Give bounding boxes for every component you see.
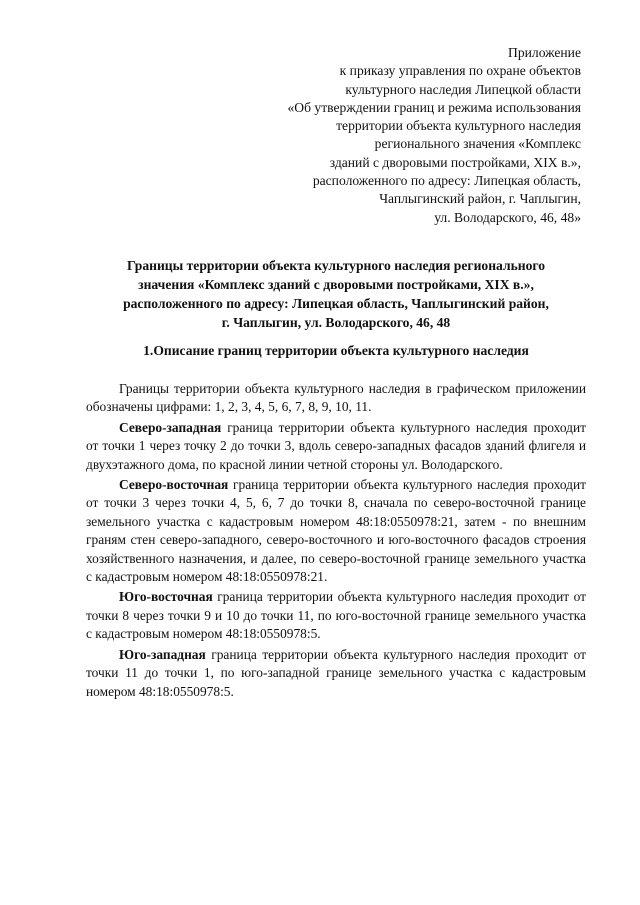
header-line: регионального значения «Комплекс <box>374 136 581 152</box>
northwest-text: граница территории объекта культурного наследия проходит от точки 1 через точку 2 до точки 3, вдоль северо-западных фасадов зданий флигеля и двухэтажного дома, по красной линии четной стороны ул. Володарского. <box>86 419 586 472</box>
southeast-label: Юго-восточная <box>119 589 213 605</box>
title-line: значения «Комплекс зданий с дворовыми постройками, XIX в.», <box>138 277 534 292</box>
header-line: к приказу управления по охране объектов <box>339 63 581 79</box>
section-heading: 1.Описание границ территории объекта культурного наследия <box>143 343 529 358</box>
appendix-header <box>161 44 581 227</box>
intro-paragraph: Границы территории объекта культурного наследия в графическом приложении обозначены цифрами: 1, 2, 3, 4, 5, 6, 7, 8, 9, 10, 11. <box>86 381 586 415</box>
header-line: ул. Володарского, 46, 48» <box>434 209 581 225</box>
northeast-label: Северо-восточная <box>119 477 229 493</box>
title-line: г. Чаплыгин, ул. Володарского, 46, 48 <box>221 315 451 330</box>
southwest-paragraph <box>86 646 586 701</box>
title-line: расположенного по адресу: Липецкая область, Чаплыгинский район, <box>123 296 549 311</box>
title-line: Границы территории объекта культурного наследия регионального <box>126 258 546 273</box>
header-line: Приложение <box>508 45 581 60</box>
document-title <box>86 256 586 332</box>
northwest-label: Северо-западная <box>119 419 222 435</box>
southeast-paragraph <box>86 588 586 643</box>
header-line: территории объекта культурного наследия <box>336 118 581 134</box>
southwest-label: Юго-западная <box>119 646 206 662</box>
southeast-text: граница территории объекта культурного наследия проходит от точки 8 через точки 9 и 10 до точки 11, по юго-восточной границе земельного участка с кадастровым номером 48:18:0550978:5. <box>86 589 586 642</box>
header-line: расположенного по адресу: Липецкая область, <box>312 173 581 189</box>
northeast-text: граница территории объекта культурного наследия проходит от точки 3 через точки 4, 5, 6, 7 до точки 8, сначала по северо-восточной границе земельного участка с кадастровым номером 48:18:0550978:21, затем - по внешним граням стен северо-западного, северо-восточного и юго-восточного фасадов строения хозяйственного назначения, и далее, по северо-восточной границе земельного участка с кадастровым номером 48:18:0550978:21. <box>86 477 586 585</box>
body-text <box>86 380 586 701</box>
southwest-text: граница территории объекта культурного наследия проходит от точки 11 до точки 1, по юго-западной границе земельного участка с кадастровым номером 48:18:0550978:5. <box>86 646 586 699</box>
northwest-paragraph <box>86 419 586 474</box>
northeast-paragraph <box>86 476 586 586</box>
header-line: культурного наследия Липецкой области <box>345 81 581 97</box>
header-line: зданий с дворовыми постройками, XIX в.», <box>329 154 581 170</box>
header-line: «Об утверждении границ и режима использования <box>287 99 581 115</box>
header-line: Чаплыгинский район, г. Чаплыгин, <box>379 191 581 207</box>
